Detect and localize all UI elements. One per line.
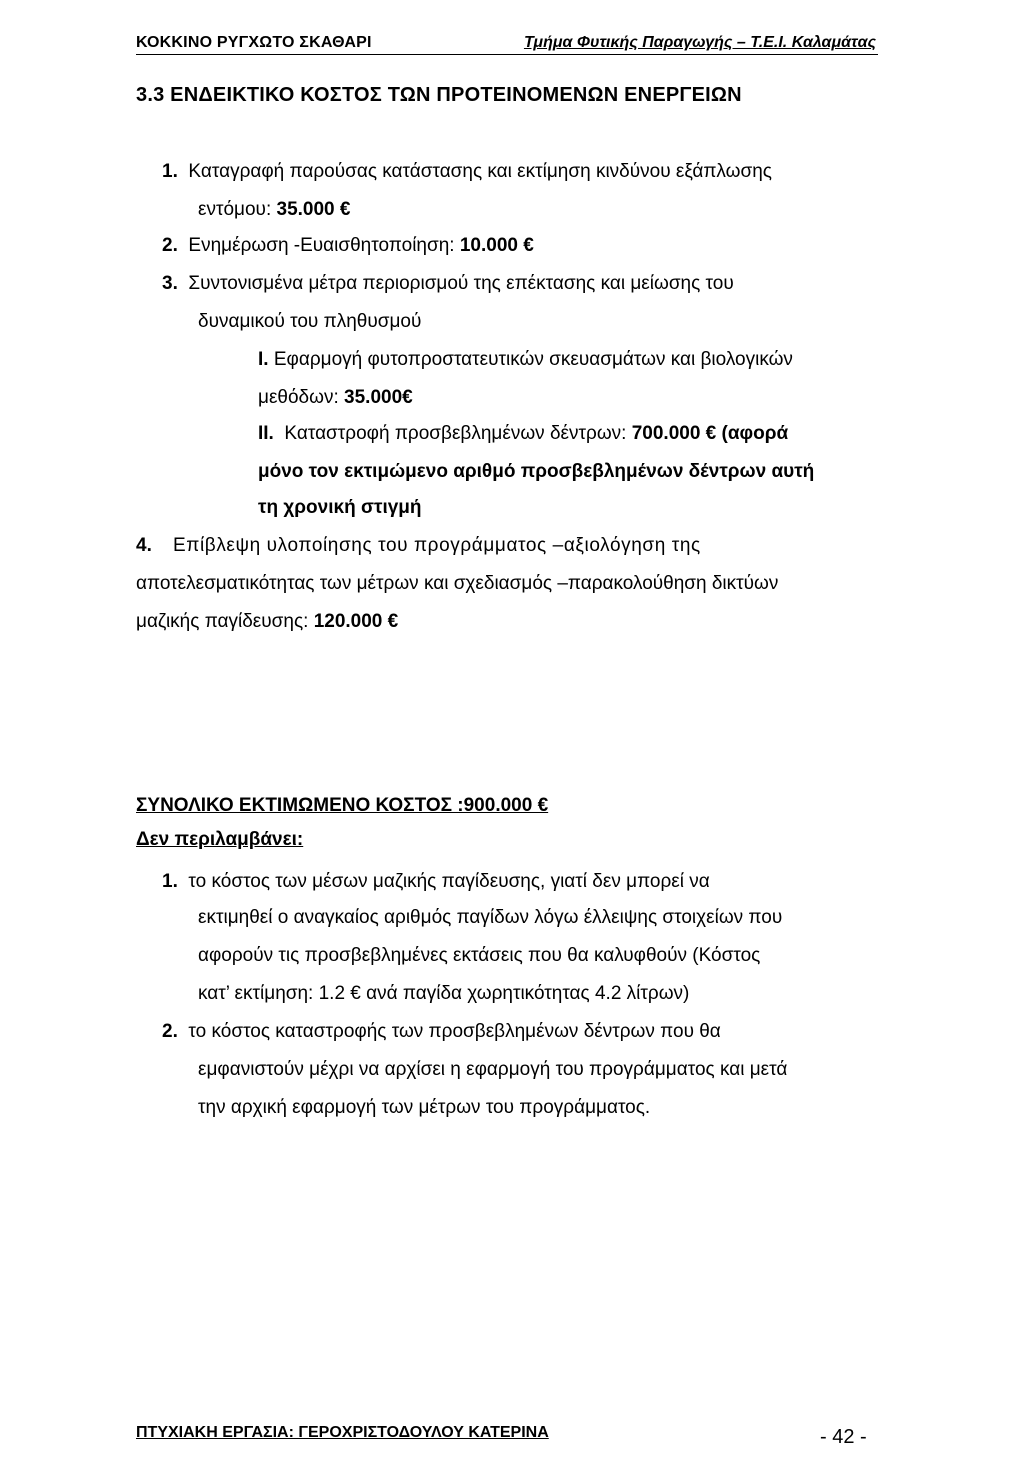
- exclude-1-line-3: αφορούν τις προσβεβλημένες εκτάσεις που θα καλυφθούν (Κόστος: [198, 945, 761, 966]
- sub-item-1-text: Εφαρμογή φυτοπροστατευτικών σκευασμάτων και βιολογικών: [273, 349, 793, 370]
- exclude-2-number: 2.: [162, 1021, 178, 1042]
- exclude-1-line-1: [162, 869, 878, 895]
- item-4-line-1: [136, 533, 878, 559]
- sub-item-2-line-3: τη χρονική στιγμή: [258, 497, 422, 518]
- item-2: [162, 233, 534, 259]
- item-4-line-2: αποτελεσματικότητας των μέτρων και σχεδιασμός –παρακολούθηση δικτύων: [136, 573, 779, 594]
- item-2-number: 2.: [162, 235, 178, 256]
- item-4-number: 4.: [136, 535, 152, 556]
- section-title: 3.3 ΕΝΔΕΙΚΤΙΚΟ ΚΟΣΤΟΣ ΤΩΝ ΠΡΟΤΕΙΝΟΜΕΝΩΝ ΕΝΕΡΓΕΙΩΝ: [136, 84, 742, 106]
- item-1-line-1: [162, 159, 878, 185]
- item-1-line-2: [198, 197, 350, 223]
- item-4-text: Επίβλεψη υλοποίησης του προγράμματος –αξιολόγηση της: [172, 535, 701, 556]
- item-3-number: 3.: [162, 273, 178, 294]
- exclude-1-text: το κόστος των μέσων μαζικής παγίδευσης, γιατί δεν μπορεί να: [188, 871, 710, 892]
- exclude-2-text: το κόστος καταστροφής των προσβεβλημένων δέντρων που θα: [188, 1021, 721, 1042]
- item-4-line-3: [136, 609, 398, 635]
- item-3-text: Συντονισμένα μέτρα περιορισμού της επέκτασης και μείωσης του: [188, 273, 734, 294]
- item-3-line-1: [162, 271, 878, 297]
- sub-item-2-number: II.: [258, 423, 274, 444]
- exclude-2-line-1: [162, 1019, 878, 1045]
- exclude-1-line-2: εκτιμηθεί ο αναγκαίος αριθμός παγίδων λόγω έλλειψης στοιχείων που: [198, 907, 783, 928]
- item-3-line-2: δυναμικού του πληθυσμού: [198, 311, 422, 332]
- item-1-number: 1.: [162, 161, 178, 182]
- item-1-cost-label: εντόμου:: [198, 199, 277, 220]
- item-1-text: Καταγραφή παρούσας κατάστασης και εκτίμηση κινδύνου εξάπλωσης: [188, 161, 772, 182]
- excludes-heading: Δεν περιλαμβάνει:: [136, 829, 304, 850]
- header-department: Τμήμα Φυτικής Παραγωγής – Τ.Ε.Ι. Καλαμάτας: [523, 34, 876, 51]
- sub-item-1-cost-label: μεθόδων:: [258, 387, 345, 408]
- exclude-1-number: 1.: [162, 871, 178, 892]
- sub-item-2-line-2: μόνο τον εκτιμώμενο αριθμό προσβεβλημένων δέντρων αυτή: [258, 461, 815, 482]
- sub-item-1-number: I.: [258, 349, 269, 370]
- item-4-cost-label: μαζικής παγίδευσης:: [136, 611, 314, 632]
- sub-item-2-cost: 700.000 € (αφορά: [631, 423, 789, 444]
- item-2-text: Ενημέρωση -Ευαισθητοποίηση:: [188, 235, 460, 256]
- sub-item-1-cost: 35.000€: [344, 387, 413, 408]
- sub-item-2-text: Καταστροφή προσβεβλημένων δέντρων:: [284, 423, 632, 444]
- item-1-cost: 35.000 €: [276, 199, 351, 220]
- item-2-cost: 10.000 €: [459, 235, 534, 256]
- header-title: ΚΟΚΚΙΝΟ ΡΥΓΧΩΤΟ ΣΚΑΘΑΡΙ: [136, 34, 372, 51]
- total-cost: ΣΥΝΟΛΙΚΟ ΕΚΤΙΜΩΜΕΝΟ ΚΟΣΤΟΣ :900.000 €: [136, 795, 549, 816]
- page-header: [136, 28, 878, 55]
- sub-item-1-line-1: [258, 347, 878, 373]
- sub-item-1-line-2: [258, 385, 413, 411]
- sub-item-2-line-1: [258, 421, 878, 447]
- exclude-2-line-2: εμφανιστούν μέχρι να αρχίσει η εφαρμογή του προγράμματος και μετά: [198, 1059, 788, 1080]
- exclude-2-line-3: την αρχική εφαρμογή των μέτρων του προγράμματος.: [198, 1097, 651, 1118]
- exclude-1-line-4: κατ’ εκτίμηση: 1.2 € ανά παγίδα χωρητικότητας 4.2 λίτρων): [198, 983, 690, 1004]
- item-4-cost: 120.000 €: [313, 611, 399, 632]
- page-number: - 42 -: [820, 1426, 867, 1448]
- footer-thesis-author: ΠΤΥΧΙΑΚΗ ΕΡΓΑΣΙΑ: ΓΕΡΟΧΡΙΣΤΟΔΟΥΛΟΥ ΚΑΤΕΡΙΝΑ: [136, 1424, 549, 1441]
